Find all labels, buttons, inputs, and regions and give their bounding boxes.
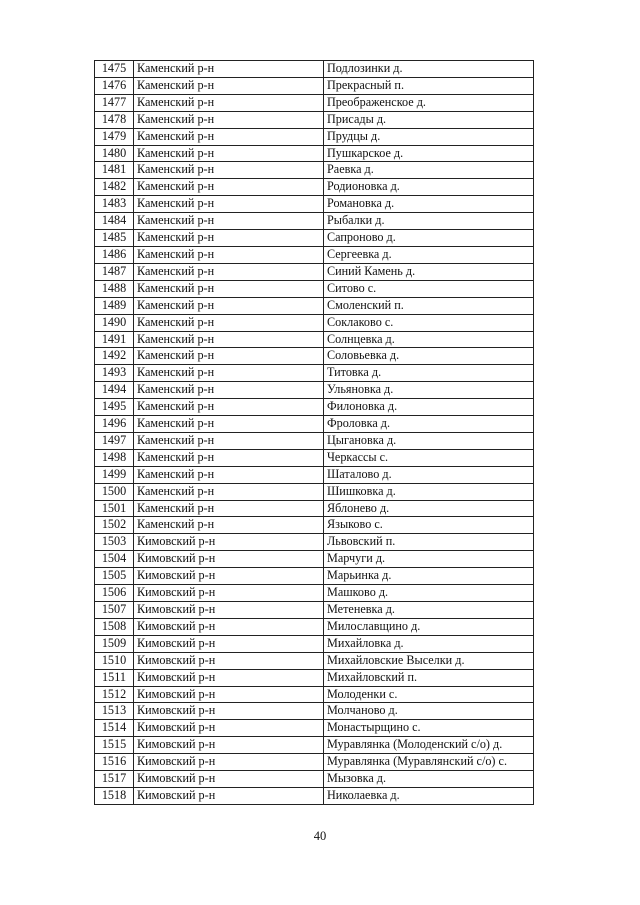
table-row	[95, 754, 534, 771]
settlement-cell: Муравлянка (Молоденский с/о) д.	[324, 737, 534, 754]
district-cell: Кимовский р-н	[134, 635, 324, 652]
district-cell: Каменский р-н	[134, 466, 324, 483]
table-row	[95, 416, 534, 433]
settlement-cell: Шишковка д.	[324, 483, 534, 500]
row-number-cell: 1480	[95, 145, 134, 162]
table-row	[95, 314, 534, 331]
table-row	[95, 551, 534, 568]
settlement-cell: Николаевка д.	[324, 787, 534, 804]
row-number-cell: 1478	[95, 111, 134, 128]
settlement-cell: Сергеевка д.	[324, 246, 534, 263]
table-row	[95, 280, 534, 297]
row-number-cell: 1490	[95, 314, 134, 331]
settlement-cell: Соклаково с.	[324, 314, 534, 331]
row-number-cell: 1513	[95, 703, 134, 720]
row-number-cell: 1510	[95, 652, 134, 669]
district-cell: Кимовский р-н	[134, 771, 324, 788]
district-cell: Кимовский р-н	[134, 585, 324, 602]
row-number-cell: 1495	[95, 399, 134, 416]
district-cell: Каменский р-н	[134, 348, 324, 365]
row-number-cell: 1487	[95, 263, 134, 280]
district-cell: Кимовский р-н	[134, 703, 324, 720]
table-row	[95, 737, 534, 754]
table-row	[95, 230, 534, 247]
settlement-cell: Михайловские Выселки д.	[324, 652, 534, 669]
district-cell: Каменский р-н	[134, 517, 324, 534]
table-row	[95, 449, 534, 466]
table-row	[95, 111, 534, 128]
table-row	[95, 517, 534, 534]
row-number-cell: 1514	[95, 720, 134, 737]
district-cell: Каменский р-н	[134, 111, 324, 128]
table-row	[95, 500, 534, 517]
row-number-cell: 1516	[95, 754, 134, 771]
settlement-cell: Марьинка д.	[324, 568, 534, 585]
settlement-cell: Молчаново д.	[324, 703, 534, 720]
settlement-cell: Марчуги д.	[324, 551, 534, 568]
district-cell: Каменский р-н	[134, 416, 324, 433]
settlement-cell: Ульяновка д.	[324, 382, 534, 399]
settlement-cell: Романовка д.	[324, 196, 534, 213]
table-row	[95, 382, 534, 399]
table-row	[95, 466, 534, 483]
district-cell: Каменский р-н	[134, 230, 324, 247]
row-number-cell: 1503	[95, 534, 134, 551]
table-row	[95, 263, 534, 280]
settlement-cell: Михайловский п.	[324, 669, 534, 686]
settlement-cell: Раевка д.	[324, 162, 534, 179]
row-number-cell: 1507	[95, 602, 134, 619]
settlement-cell: Цыгановка д.	[324, 432, 534, 449]
district-cell: Кимовский р-н	[134, 737, 324, 754]
settlement-cell: Пушкарское д.	[324, 145, 534, 162]
table-row	[95, 602, 534, 619]
row-number-cell: 1494	[95, 382, 134, 399]
table-row	[95, 652, 534, 669]
table-row	[95, 585, 534, 602]
table-row	[95, 365, 534, 382]
row-number-cell: 1488	[95, 280, 134, 297]
table-row	[95, 94, 534, 111]
row-number-cell: 1517	[95, 771, 134, 788]
row-number-cell: 1479	[95, 128, 134, 145]
table-row	[95, 720, 534, 737]
page-number: 40	[313, 829, 327, 843]
settlement-cell: Милославщино д.	[324, 618, 534, 635]
row-number-cell: 1476	[95, 77, 134, 94]
district-cell: Каменский р-н	[134, 500, 324, 517]
row-number-cell: 1515	[95, 737, 134, 754]
district-cell: Каменский р-н	[134, 179, 324, 196]
row-number-cell: 1484	[95, 213, 134, 230]
row-number-cell: 1501	[95, 500, 134, 517]
settlement-cell: Машково д.	[324, 585, 534, 602]
settlement-cell: Солнцевка д.	[324, 331, 534, 348]
district-cell: Кимовский р-н	[134, 534, 324, 551]
district-cell: Каменский р-н	[134, 94, 324, 111]
district-cell: Каменский р-н	[134, 145, 324, 162]
district-cell: Кимовский р-н	[134, 787, 324, 804]
row-number-cell: 1485	[95, 230, 134, 247]
table-row	[95, 348, 534, 365]
district-cell: Каменский р-н	[134, 483, 324, 500]
settlement-cell: Смоленский п.	[324, 297, 534, 314]
district-cell: Каменский р-н	[134, 449, 324, 466]
row-number-cell: 1500	[95, 483, 134, 500]
district-cell: Каменский р-н	[134, 432, 324, 449]
row-number-cell: 1504	[95, 551, 134, 568]
settlement-cell: Черкассы с.	[324, 449, 534, 466]
settlement-cell: Рыбалки д.	[324, 213, 534, 230]
row-number-cell: 1506	[95, 585, 134, 602]
district-cell: Кимовский р-н	[134, 652, 324, 669]
settlement-cell: Языково с.	[324, 517, 534, 534]
district-cell: Кимовский р-н	[134, 568, 324, 585]
settlement-cell: Михайловка д.	[324, 635, 534, 652]
settlement-cell: Родионовка д.	[324, 179, 534, 196]
row-number-cell: 1511	[95, 669, 134, 686]
row-number-cell: 1493	[95, 365, 134, 382]
district-cell: Кимовский р-н	[134, 686, 324, 703]
row-number-cell: 1477	[95, 94, 134, 111]
table-row	[95, 162, 534, 179]
district-cell: Каменский р-н	[134, 196, 324, 213]
settlement-cell: Прекрасный п.	[324, 77, 534, 94]
table-row	[95, 432, 534, 449]
table-row	[95, 61, 534, 78]
table-row	[95, 128, 534, 145]
district-cell: Каменский р-н	[134, 246, 324, 263]
row-number-cell: 1518	[95, 787, 134, 804]
district-cell: Каменский р-н	[134, 61, 324, 78]
district-cell: Каменский р-н	[134, 162, 324, 179]
row-number-cell: 1512	[95, 686, 134, 703]
table-row	[95, 399, 534, 416]
settlement-cell: Яблонево д.	[324, 500, 534, 517]
district-cell: Каменский р-н	[134, 399, 324, 416]
row-number-cell: 1483	[95, 196, 134, 213]
row-number-cell: 1492	[95, 348, 134, 365]
row-number-cell: 1497	[95, 432, 134, 449]
table-row	[95, 483, 534, 500]
settlement-cell: Подлозинки д.	[324, 61, 534, 78]
settlements-table-body	[95, 61, 534, 805]
table-row	[95, 179, 534, 196]
row-number-cell: 1509	[95, 635, 134, 652]
settlement-cell: Сапроново д.	[324, 230, 534, 247]
row-number-cell: 1508	[95, 618, 134, 635]
table-row	[95, 246, 534, 263]
table-row	[95, 568, 534, 585]
table-row	[95, 703, 534, 720]
district-cell: Каменский р-н	[134, 77, 324, 94]
table-row	[95, 669, 534, 686]
table-row	[95, 297, 534, 314]
settlement-cell: Соловьевка д.	[324, 348, 534, 365]
table-row	[95, 77, 534, 94]
settlement-cell: Монастырщино с.	[324, 720, 534, 737]
district-cell: Кимовский р-н	[134, 618, 324, 635]
row-number-cell: 1498	[95, 449, 134, 466]
table-row	[95, 534, 534, 551]
settlement-cell: Метеневка д.	[324, 602, 534, 619]
district-cell: Каменский р-н	[134, 365, 324, 382]
row-number-cell: 1505	[95, 568, 134, 585]
settlement-cell: Титовка д.	[324, 365, 534, 382]
settlement-cell: Филоновка д.	[324, 399, 534, 416]
row-number-cell: 1486	[95, 246, 134, 263]
district-cell: Каменский р-н	[134, 128, 324, 145]
table-row	[95, 213, 534, 230]
settlements-table	[94, 60, 534, 805]
district-cell: Каменский р-н	[134, 382, 324, 399]
table-row	[95, 686, 534, 703]
district-cell: Кимовский р-н	[134, 754, 324, 771]
table-row	[95, 196, 534, 213]
settlement-cell: Львовский п.	[324, 534, 534, 551]
district-cell: Каменский р-н	[134, 297, 324, 314]
settlement-cell: Преображенское д.	[324, 94, 534, 111]
district-cell: Кимовский р-н	[134, 669, 324, 686]
settlement-cell: Муравлянка (Муравлянский с/о) с.	[324, 754, 534, 771]
row-number-cell: 1502	[95, 517, 134, 534]
settlement-cell: Ситово с.	[324, 280, 534, 297]
row-number-cell: 1491	[95, 331, 134, 348]
district-cell: Каменский р-н	[134, 280, 324, 297]
district-cell: Кимовский р-н	[134, 551, 324, 568]
row-number-cell: 1482	[95, 179, 134, 196]
row-number-cell: 1481	[95, 162, 134, 179]
district-cell: Каменский р-н	[134, 263, 324, 280]
settlement-cell: Фроловка д.	[324, 416, 534, 433]
table-row	[95, 771, 534, 788]
table-row	[95, 331, 534, 348]
row-number-cell: 1496	[95, 416, 134, 433]
settlement-cell: Молоденки с.	[324, 686, 534, 703]
district-cell: Каменский р-н	[134, 314, 324, 331]
settlement-cell: Прудцы д.	[324, 128, 534, 145]
settlement-cell: Синий Камень д.	[324, 263, 534, 280]
settlement-cell: Мызовка д.	[324, 771, 534, 788]
table-row	[95, 635, 534, 652]
settlement-cell: Присады д.	[324, 111, 534, 128]
table-row	[95, 145, 534, 162]
row-number-cell: 1475	[95, 61, 134, 78]
row-number-cell: 1499	[95, 466, 134, 483]
district-cell: Каменский р-н	[134, 213, 324, 230]
row-number-cell: 1489	[95, 297, 134, 314]
district-cell: Кимовский р-н	[134, 720, 324, 737]
district-cell: Кимовский р-н	[134, 602, 324, 619]
district-cell: Каменский р-н	[134, 331, 324, 348]
settlement-cell: Шаталово д.	[324, 466, 534, 483]
table-row	[95, 618, 534, 635]
table-row	[95, 787, 534, 804]
